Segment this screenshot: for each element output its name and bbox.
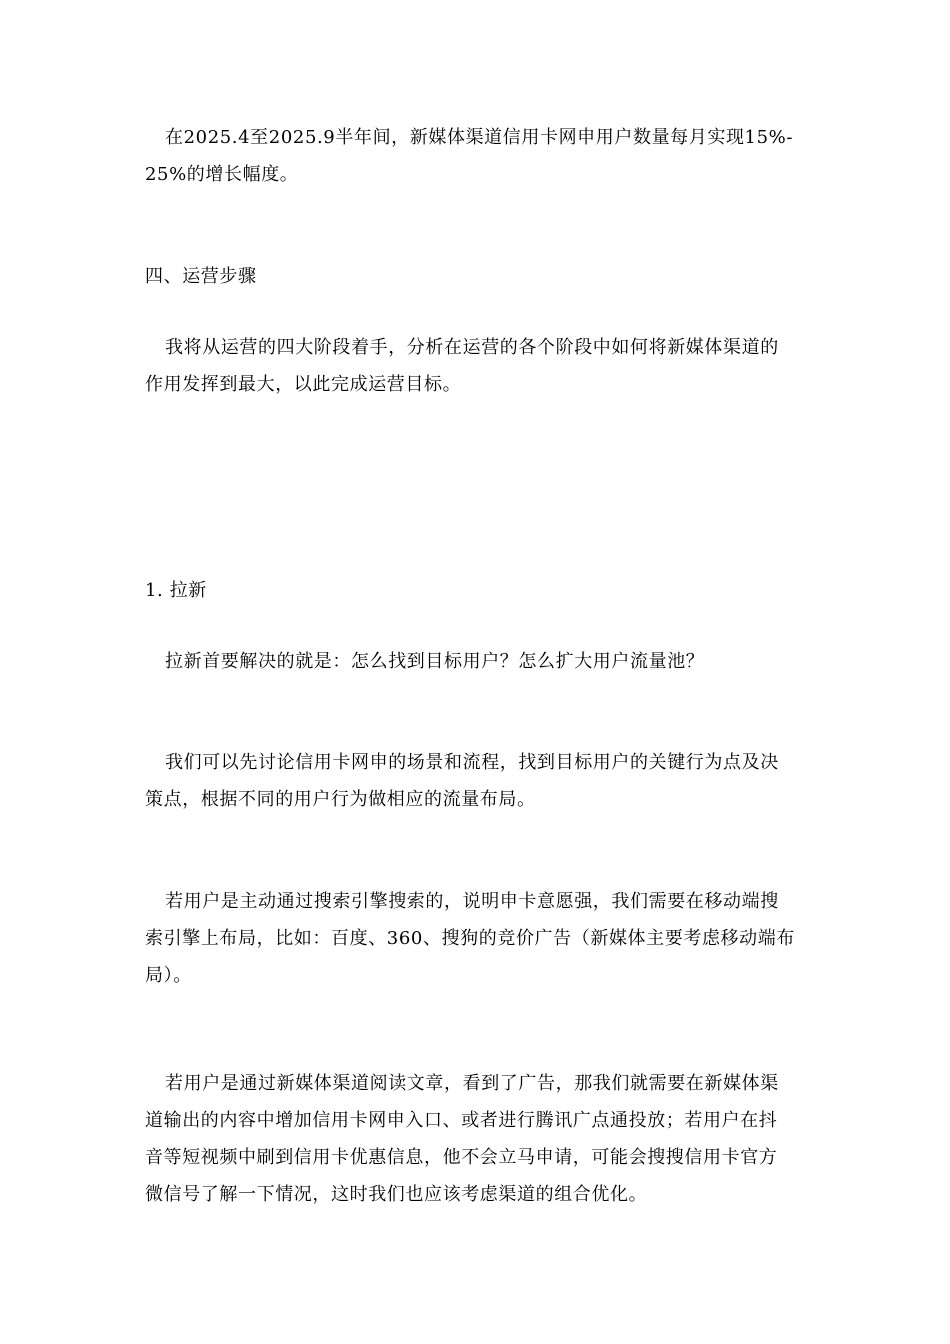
paragraph-line: 在2025.4至2025.9半年间，新媒体渠道信用卡网申用户数量每月实现15%- xyxy=(165,127,794,148)
section-heading: 四、运营步骤 xyxy=(145,266,257,287)
paragraph-line: 25%的增长幅度。 xyxy=(145,164,299,185)
subheading: 1. 拉新 xyxy=(145,580,207,601)
paragraph-line: 我将从运营的四大阶段着手，分析在运营的各个阶段中如何将新媒体渠道的 xyxy=(165,337,779,358)
paragraph-intro xyxy=(145,329,810,403)
paragraph-line: 微信号了解一下情况，这时我们也应该考虑渠道的组合优化。 xyxy=(145,1184,648,1205)
paragraph-scene xyxy=(145,744,810,818)
paragraph-line: 拉新首要解决的就是：怎么找到目标用户？怎么扩大用户流量池？ xyxy=(165,651,705,672)
paragraph-line: 策点，根据不同的用户行为做相应的流量布局。 xyxy=(145,789,536,810)
paragraph-line: 音等短视频中刷到信用卡优惠信息，他不会立马申请，可能会搜搜信用卡官方 xyxy=(145,1147,778,1168)
paragraph-line: 若用户是通过新媒体渠道阅读文章，看到了广告，那我们就需要在新媒体渠 xyxy=(165,1073,779,1094)
paragraph-line: 作用发挥到最大，以此完成运营目标。 xyxy=(145,374,462,395)
paragraph-question xyxy=(145,643,810,680)
paragraph-line: 道输出的内容中增加信用卡网申入口、或者进行腾讯广点通投放；若用户在抖 xyxy=(145,1110,778,1131)
paragraph-line: 局）。 xyxy=(145,965,192,986)
paragraph-search xyxy=(145,883,810,994)
paragraph-media xyxy=(145,1065,810,1213)
paragraph-line: 索引擎上布局，比如：百度、360、搜狗的竞价广告（新媒体主要考虑移动端布 xyxy=(145,928,795,949)
paragraph-line: 我们可以先讨论信用卡网申的场景和流程，找到目标用户的关键行为点及决 xyxy=(165,752,779,773)
paragraph-line: 若用户是主动通过搜索引擎搜索的，说明申卡意愿强，我们需要在移动端搜 xyxy=(165,891,779,912)
paragraph-goal xyxy=(145,119,810,193)
